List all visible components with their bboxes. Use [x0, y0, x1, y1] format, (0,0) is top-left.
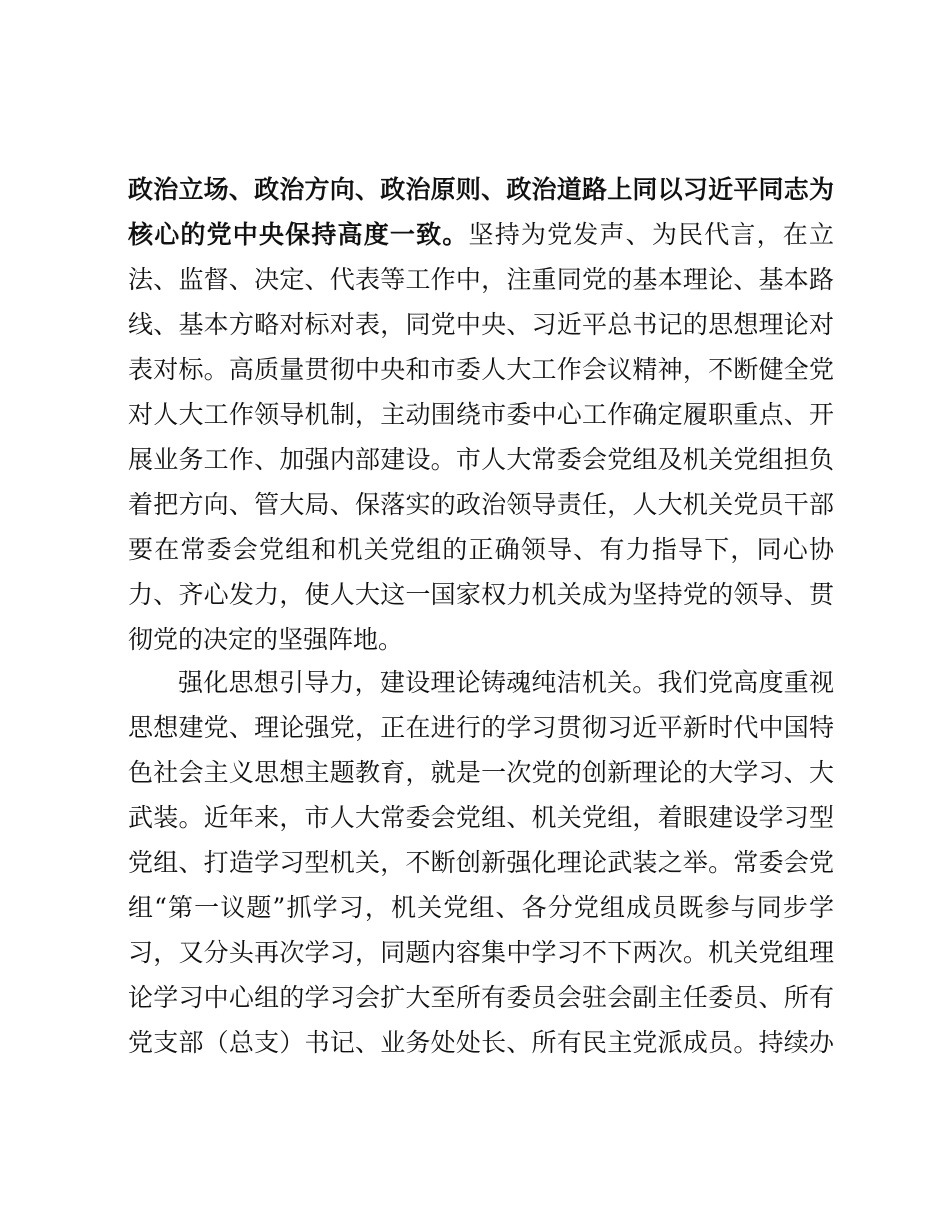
- paragraph-line: [128, 490, 834, 520]
- paragraph-line: [128, 580, 834, 610]
- paragraph-line: [128, 713, 834, 743]
- paragraph-line-bold: [128, 175, 834, 205]
- paragraph-line: [128, 938, 834, 968]
- body-text: 色社会主义思想主题教育，就是一次党的创新理论的大学习、大: [128, 758, 834, 787]
- paragraph-line: [128, 400, 834, 430]
- body-text: 着把方向、管大局、保落实的政治领导责任，人大机关党员干部: [128, 490, 834, 519]
- paragraph-line: [128, 355, 834, 385]
- body-text: 武装。近年来，市人大常委会党组、机关党组，着眼建设学习型: [128, 803, 834, 832]
- body-text: 思想建党、理论强党，正在进行的学习贯彻习近平新时代中国特: [128, 713, 834, 742]
- body-text: 党组、打造学习型机关，不断创新强化理论武装之举。常委会党: [128, 848, 834, 877]
- paragraph-line: [128, 803, 834, 833]
- body-text: 法、监督、决定、代表等工作中，注重同党的基本理论、基本路: [128, 265, 834, 294]
- paragraph-line: [128, 1028, 834, 1058]
- body-text: 表对标。高质量贯彻中央和市委人大工作会议精神，不断健全党: [128, 355, 834, 384]
- body-text: 组“第一议题”抓学习，机关党组、各分党组成员既参与同步学: [128, 893, 834, 922]
- body-text: 线、基本方略对标对表，同党中央、习近平总书记的思想理论对: [128, 310, 834, 339]
- body-text: 展业务工作、加强内部建设。市人大常委会党组及机关党组担负: [128, 445, 834, 474]
- body-text: 要在常委会党组和机关党组的正确领导、有力指导下，同心协: [128, 535, 834, 564]
- paragraph-line: [128, 893, 834, 923]
- paragraph-line: [178, 668, 834, 698]
- paragraph-line: [128, 535, 834, 565]
- paragraph-line: [128, 983, 834, 1013]
- body-text: 坚持为党发声、为民代言，在立: [468, 220, 834, 249]
- body-text: 强化思想引导力，建设理论铸魂纯洁机关。我们党高度重视: [178, 668, 834, 697]
- body-text: 党支部（总支）书记、业务处处长、所有民主党派成员。持续办: [128, 1028, 834, 1057]
- body-text: 习，又分头再次学习，同题内容集中学习不下两次。机关党组理: [128, 938, 834, 967]
- paragraph-line: [128, 848, 834, 878]
- paragraph-line: [128, 758, 834, 788]
- paragraph-line: [128, 445, 834, 475]
- body-text: 彻党的决定的坚强阵地。: [128, 625, 404, 654]
- bold-text: 核心的党中央保持高度一致。: [128, 220, 469, 249]
- paragraph-line: [128, 265, 834, 295]
- body-text: 论学习中心组的学习会扩大至所有委员会驻会副主任委员、所有: [128, 983, 834, 1012]
- paragraph-line: [128, 310, 834, 340]
- body-text: 力、齐心发力，使人大这一国家权力机关成为坚持党的领导、贯: [128, 580, 834, 609]
- body-text: 对人大工作领导机制，主动围绕市委中心工作确定履职重点、开: [128, 400, 834, 429]
- paragraph-line: [128, 220, 834, 250]
- paragraph-line: [128, 625, 834, 655]
- bold-text: 政治立场、政治方向、政治原则、政治道路上同以习近平同志为: [128, 175, 834, 204]
